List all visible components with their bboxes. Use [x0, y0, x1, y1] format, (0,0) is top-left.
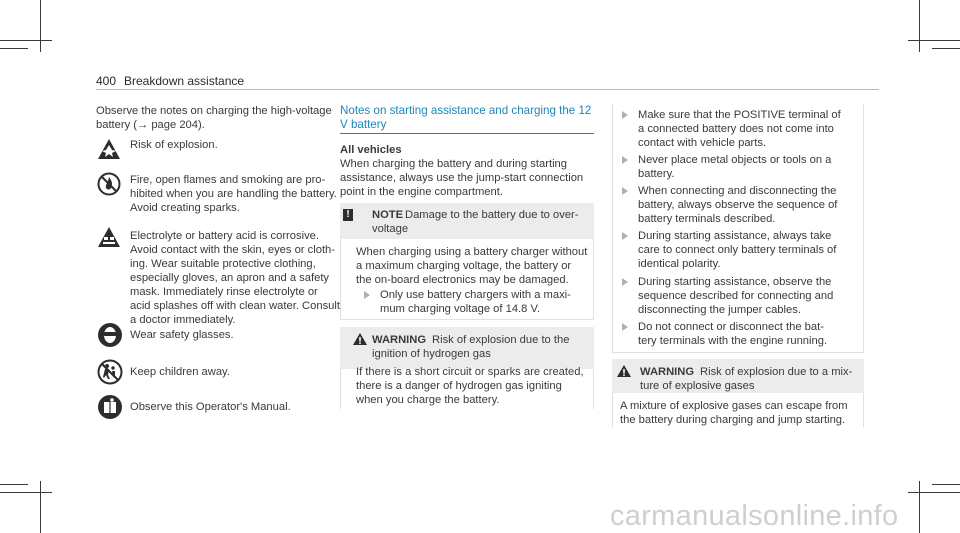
warning-label: WARNING — [640, 366, 695, 378]
operators-manual-icon — [97, 394, 123, 420]
section-heading-rule — [340, 133, 594, 134]
note-body-2: a maximum charging voltage, the battery or — [356, 260, 572, 272]
watermark: carmanualsonline.info — [610, 500, 899, 532]
c3-b3-2: battery, always observe the sequence of — [638, 199, 838, 211]
explosion-text: Risk of explosion. — [130, 139, 218, 151]
no-fire-icon — [97, 172, 121, 196]
corrosive-text-5: mask. Immediately rinse electrolyte or — [130, 286, 318, 298]
c3-warning-head-1: Risk of explosion due to a mix- — [700, 366, 853, 378]
bullet-arrow-icon — [622, 156, 628, 164]
c3-warning-head-2: ture of explosive gases — [640, 380, 755, 392]
c3-b4-2: care to connect only battery terminals of — [638, 244, 837, 256]
note-label: NOTE — [372, 209, 404, 221]
warning-label: WARNING — [372, 334, 427, 346]
explosion-warning-icon — [97, 138, 121, 160]
bullet-arrow-icon — [622, 323, 628, 331]
page-title: Breakdown assistance — [124, 74, 245, 88]
warning-triangle-icon — [617, 365, 631, 377]
bullet-arrow-icon — [364, 291, 370, 299]
subheading: All vehicles — [340, 144, 402, 156]
crop-mark — [0, 40, 52, 41]
warning-head-1: Risk of explosion due to the — [432, 334, 570, 346]
crop-mark — [932, 48, 960, 49]
no-fire-text-2: hibited when you are handling the battery. — [130, 188, 337, 200]
corrosive-text-1: Electrolyte or battery acid is corrosive. — [130, 230, 320, 242]
c3-b5-1: During starting assistance, observe the — [638, 276, 832, 288]
bullet-list-border — [612, 104, 613, 352]
bullet-arrow-icon — [622, 111, 628, 119]
crop-mark — [40, 0, 41, 52]
corrosive-text-4: especially gloves, an apron and a safety — [130, 272, 330, 284]
operators-manual-text: Observe this Operator's Manual. — [130, 401, 291, 413]
intro-line-1: Observe the notes on charging the high-voltage — [96, 105, 332, 117]
note-head-1: Damage to the battery due to over- — [405, 209, 579, 221]
corrosive-text-6: acid splashes off with clean water. Consult — [130, 300, 340, 312]
intro-line-2: battery (→ page 204). — [96, 119, 205, 131]
bullet-arrow-icon — [622, 278, 628, 286]
warning-body-2: there is a danger of hydrogen gas igniting — [356, 380, 562, 392]
para-line-3: point in the engine compartment. — [340, 186, 503, 198]
page-number: 400 — [96, 74, 117, 88]
no-fire-text-3: Avoid creating sparks. — [130, 202, 240, 214]
keep-children-away-icon — [97, 359, 123, 385]
warning-body-3: when you charge the battery. — [356, 394, 500, 406]
note-body-3: the on-board electronics may be damaged. — [356, 274, 569, 286]
no-fire-text-1: Fire, open flames and smoking are pro- — [130, 174, 326, 186]
c3-warning-body-1: A mixture of explosive gases can escape from — [620, 400, 848, 412]
c3-b1-3: contact with vehicle parts. — [638, 137, 767, 149]
section-heading-2: V battery — [340, 118, 387, 131]
note-bullet-1: Only use battery chargers with a maxi- — [380, 289, 571, 301]
warning-border — [612, 393, 613, 427]
note-body-1: When charging using a battery charger without — [356, 246, 588, 258]
warning-border — [593, 369, 594, 409]
crop-mark — [40, 481, 41, 533]
note-icon: ! — [343, 209, 353, 221]
safety-glasses-icon — [97, 322, 123, 348]
crop-mark — [919, 481, 920, 533]
c3-b1-1: Make sure that the POSITIVE terminal of — [638, 109, 841, 121]
c3-b3-3: battery terminals described. — [638, 213, 776, 225]
c3-b6-1: Do not connect or disconnect the bat- — [638, 321, 824, 333]
bullet-list-border — [612, 352, 864, 353]
bullet-list-border — [863, 104, 864, 352]
crop-mark — [0, 484, 28, 485]
para-line-2: assistance, always use the jump-start connection — [340, 172, 584, 184]
c3-warning-body-2: the battery during charging and jump starting. — [620, 414, 846, 426]
corrosive-text-3: ing. Wear suitable protective clothing, — [130, 258, 316, 270]
corrosive-text-2: Avoid contact with the skin, eyes or cloth- — [130, 244, 335, 256]
safety-glasses-text: Wear safety glasses. — [130, 329, 234, 341]
corrosive-warning-icon — [97, 226, 121, 248]
warning-triangle-icon — [353, 333, 367, 345]
c3-b2-1: Never place metal objects or tools on a — [638, 154, 832, 166]
c3-b3-1: When connecting and disconnecting the — [638, 185, 837, 197]
c3-b4-3: identical polarity. — [638, 258, 721, 270]
note-head-2: voltage — [372, 223, 409, 235]
para-line-1: When charging the battery and during starting — [340, 158, 567, 170]
crop-mark — [0, 492, 52, 493]
crop-mark — [919, 0, 920, 52]
warning-body-1: If there is a short circuit or sparks are created, — [356, 366, 584, 378]
crop-mark — [0, 48, 28, 49]
warning-border — [863, 393, 864, 427]
keep-children-text: Keep children away. — [130, 366, 230, 378]
c3-b2-2: battery. — [638, 168, 675, 180]
bullet-arrow-icon — [622, 232, 628, 240]
c3-b4-1: During starting assistance, always take — [638, 230, 832, 242]
warning-border — [340, 369, 341, 409]
warning-head-2: ignition of hydrogen gas — [372, 348, 491, 360]
c3-b5-3: disconnecting the jumper cables. — [638, 304, 801, 316]
section-heading-1: Notes on starting assistance and charging the 12 — [340, 104, 592, 117]
crop-mark — [932, 484, 960, 485]
crop-mark — [908, 492, 960, 493]
corrosive-text-7: a doctor immediately. — [130, 314, 236, 326]
c3-b1-2: a connected battery does not come into — [638, 123, 834, 135]
c3-b6-2: tery terminals with the engine running. — [638, 335, 828, 347]
header-rule — [96, 89, 879, 90]
note-bullet-2: mum charging voltage of 14.8 V. — [380, 303, 541, 315]
crop-mark — [908, 40, 960, 41]
bullet-arrow-icon — [622, 187, 628, 195]
c3-b5-2: sequence described for connecting and — [638, 290, 834, 302]
